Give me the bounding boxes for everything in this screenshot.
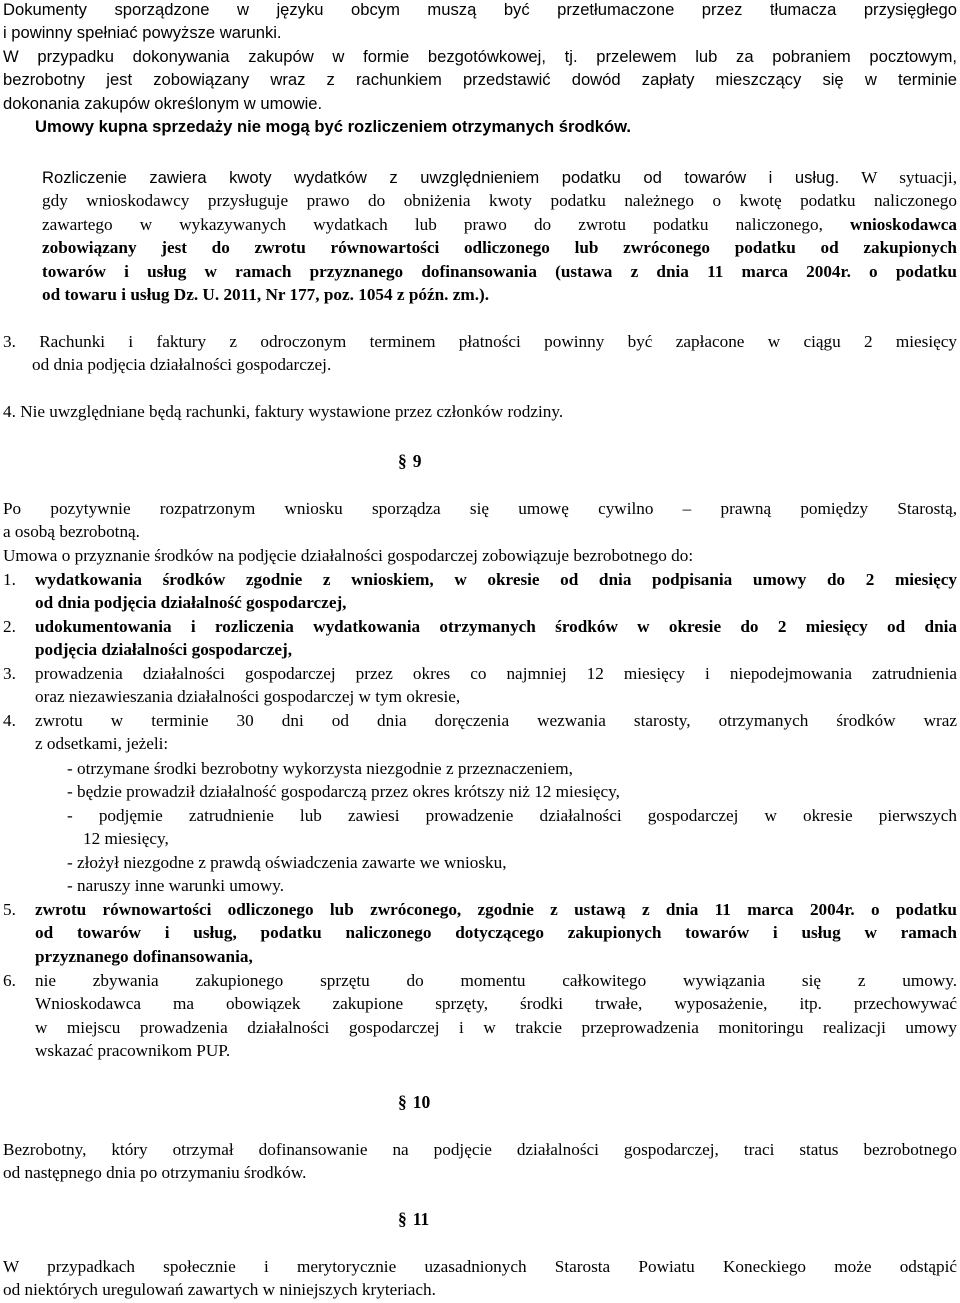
text-line: zwrotu w terminie 30 dni od dnia doręczenia wezwania starosty, otrzymanych środków wraz xyxy=(35,711,957,730)
text-line xyxy=(42,166,957,189)
text-line: towarów i usług w ramach przyznanego dofinansowania (ustawa z dnia 11 marca 2004r. o podatku xyxy=(42,261,957,281)
point-4-paragraph xyxy=(3,400,957,423)
text-line: 4. Nie uwzględniane będą rachunki, faktury wystawione przez członków rodziny. xyxy=(3,402,564,421)
text-line: Wnioskodawca ma obowiązek zakupione sprzęty, środki trwałe, wyposażenie, itp. przechowywać xyxy=(35,994,957,1014)
text-line: od niektórych uregulowań zawartych w niniejszych kryteriach. xyxy=(3,1280,436,1300)
text-line: wskazać pracownikom PUP. xyxy=(35,1041,231,1061)
text-line: dokonania zakupów określonym w umowie. xyxy=(3,93,323,113)
text-line: a osobą bezrobotną. xyxy=(3,522,140,542)
section-9-intro xyxy=(3,497,957,567)
text-span: zawartego w wykazywanych wydatkach lub prawo do zwrotu podatku naliczonego, xyxy=(42,214,823,234)
text-line: oraz niezawieszania działalności gospodarczej w tym okresie, xyxy=(35,687,461,707)
point-3-paragraph xyxy=(3,330,957,377)
text-line: od następnego dnia po otrzymaniu środków. xyxy=(3,1163,307,1183)
text-line: udokumentowania i rozliczenia wydatkowania otrzymanych środków w okresie do 2 miesięcy od dnia xyxy=(35,617,957,636)
settlement-paragraph xyxy=(42,166,957,306)
text-line: w miejscu prowadzenia działalności gospodarczej i w trakcie przeprowadzenia monitoringu realizacji umowy xyxy=(35,1017,957,1037)
section-9-heading xyxy=(398,450,422,473)
text-line: zwrotu równowartości odliczonego lub zwróconego, zgodnie z ustawą z dnia 11 marca 2004r. o podatku xyxy=(35,900,957,919)
text-line: z odsetkami, jeżeli: xyxy=(35,734,169,754)
text-line: 3. Rachunki i faktury z odroczonym terminem płatności powinny być zapłacone w ciągu 2 miesięcy xyxy=(3,332,957,351)
text-line: podjęcia działalności gospodarczej, xyxy=(35,640,293,660)
text-line xyxy=(42,213,957,236)
text-span: Rozliczenie zawiera kwoty wydatków z uwzględnieniem podatku od towarów i usług. xyxy=(42,168,840,187)
text-line: od towaru i usług Dz. U. 2011, Nr 177, poz. 1054 z późn. zm.). xyxy=(42,285,490,305)
section-symbol: § xyxy=(398,451,407,471)
section-symbol: § xyxy=(398,1092,407,1112)
text-line: Umowa o przyznanie środków na podjęcie działalności gospodarczej zobowiązuje bezrobotnego do: xyxy=(3,545,694,565)
section-11-heading xyxy=(398,1208,429,1231)
text-line: i powinny spełniać powyższe warunki. xyxy=(3,23,282,43)
section-number: 9 xyxy=(412,451,422,471)
text-line: gdy wnioskodawcy przysługuje prawo do obniżenia kwoty podatku należnego o kwotę podatku naliczonego xyxy=(42,191,957,211)
text-line: prowadzenia działalności gospodarczej przez okres co najmniej 12 miesięcy i niepodejmowania zatrudnienia xyxy=(35,664,957,683)
list-item: - otrzymane środki bezrobotny wykorzysta niezgodnie z przeznaczeniem, xyxy=(67,759,573,778)
text-line: W przypadku dokonywania zakupów w formie bezgotówkowej, tj. przelewem lub za pobraniem pocztowym, xyxy=(3,46,957,66)
text-line: zobowiązany jest do zwrotu równowartości odliczonego lub zwróconego podatku od zakupionych xyxy=(42,238,957,258)
section-symbol: § xyxy=(398,1209,407,1229)
section-10-heading xyxy=(398,1091,430,1114)
text-line: wydatkowania środków zgodnie z wnioskiem, w okresie od dnia podpisania umowy do 2 miesięcy xyxy=(35,570,957,589)
text-line: nie zbywania zakupionego sprzętu do momentu całkowitego wywiązania się z umowy. xyxy=(35,971,957,990)
text-span: wnioskodawca xyxy=(822,214,958,234)
list-item: - naruszy inne warunki umowy. xyxy=(67,876,285,896)
text-line: bezrobotny jest zobowiązany wraz z rachunkiem przedstawić dowód zapłaty mieszczący się w terminie xyxy=(3,70,957,90)
item-number: 2. xyxy=(3,617,16,636)
text-span: W sytuacji, xyxy=(839,168,957,187)
text-line: Po pozytywnie rozpatrzonym wniosku sporządza się umowę cywilno – prawną pomiędzy Starostą, xyxy=(3,499,957,518)
contracts-note: Umowy kupna sprzedaży nie mogą być rozliczeniem otrzymanych środków. xyxy=(35,117,631,137)
section-11-paragraph xyxy=(3,1255,957,1302)
item-number: 3. xyxy=(3,664,16,683)
obligation-item-6 xyxy=(3,969,957,1063)
conditions-list xyxy=(67,757,957,897)
text-line: od dnia podjęcia działalności gospodarczej. xyxy=(32,355,332,375)
list-item: 12 miesięcy, xyxy=(83,829,169,849)
section-number: 10 xyxy=(412,1092,431,1112)
item-number: 4. xyxy=(3,711,16,730)
item-number: 5. xyxy=(3,900,16,919)
obligation-item-5 xyxy=(3,898,957,968)
text-line: od towarów i usług, podatku naliczonego dotyczącego zakupionych towarów i usług w ramach xyxy=(35,923,957,943)
obligation-item-4 xyxy=(3,709,957,756)
text-line: od dnia podjęcia działalność gospodarczej, xyxy=(35,593,347,613)
text-line: Dokumenty sporządzone w języku obcym muszą być przetłumaczone przez tłumacza przysięgłego xyxy=(3,0,957,19)
text-line: Bezrobotny, który otrzymał dofinansowanie na podjęcie działalności gospodarczej, traci status bezrobotnego xyxy=(3,1140,957,1159)
list-item: - złożył niezgodne z prawdą oświadczenia zawarte we wniosku, xyxy=(67,852,507,872)
item-number: 6. xyxy=(3,971,16,990)
obligation-item-2 xyxy=(3,615,957,662)
text-line: W przypadkach społecznie i merytorycznie uzasadnionych Starosta Powiatu Koneckiego może odstąpić xyxy=(3,1257,957,1276)
obligation-item-3 xyxy=(3,662,957,709)
section-10-paragraph xyxy=(3,1138,957,1185)
list-item: - podjęmie zatrudnienie lub zawiesi prowadzenie działalności gospodarczej w okresie pierwszych xyxy=(67,805,957,825)
item-number: 1. xyxy=(3,570,16,589)
list-item: - będzie prowadził działalność gospodarczą przez okres krótszy niż 12 miesięcy, xyxy=(67,782,620,802)
section-number: 11 xyxy=(412,1209,430,1229)
obligation-item-1 xyxy=(3,568,957,615)
text-line: przyznanego dofinansowania, xyxy=(35,946,253,966)
documents-paragraph xyxy=(3,0,957,138)
